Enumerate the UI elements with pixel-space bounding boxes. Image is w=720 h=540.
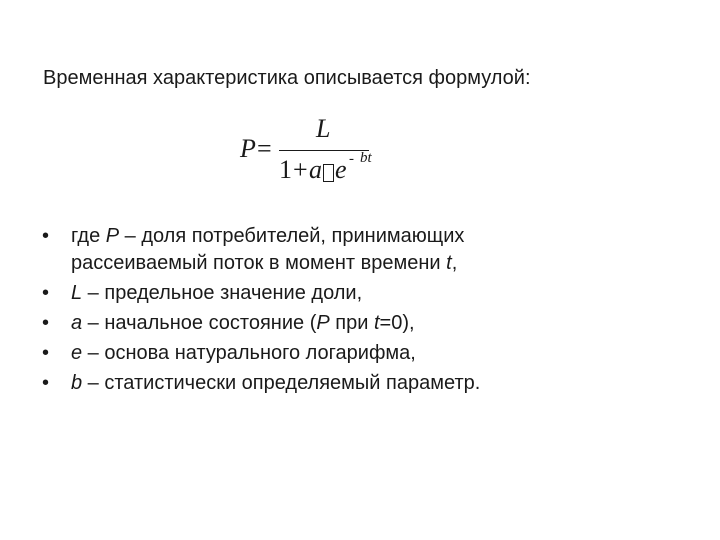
list-item <box>42 224 642 276</box>
bullet-dot: • <box>42 225 50 247</box>
bullet-line <box>71 311 642 336</box>
formula-lhs-p: P <box>240 134 256 163</box>
formula-exp-bt: bt <box>360 150 372 166</box>
text: – предельное значение доли, <box>82 282 363 304</box>
variable: L <box>71 282 83 304</box>
text: где <box>71 225 106 247</box>
formula-den-one: 1 <box>279 155 292 184</box>
text: , <box>451 252 458 274</box>
text: – основа натурального логарифма, <box>82 342 416 364</box>
bullet-line <box>71 251 642 276</box>
text: – начальное состояние ( <box>82 312 317 334</box>
bullet-dot: • <box>42 342 50 364</box>
bullet-line <box>71 371 642 396</box>
formula-den-e: e <box>335 155 347 184</box>
bullet-line <box>71 224 642 249</box>
list-item <box>42 341 642 366</box>
bullet-dot: • <box>42 312 50 334</box>
variable: t <box>446 252 452 274</box>
list-item <box>42 371 642 396</box>
formula-den-plus: + <box>293 155 308 184</box>
formula-equals: = <box>257 134 272 163</box>
text: при <box>329 312 374 334</box>
formula <box>238 112 388 198</box>
text: – статистически определяемый параметр. <box>82 372 481 394</box>
intro-text: Временная характеристика описывается формулой: <box>43 67 531 89</box>
bullet-dot: • <box>42 372 50 394</box>
formula-numerator: L <box>316 114 331 143</box>
text: =0), <box>379 312 415 334</box>
variable: P <box>105 225 120 247</box>
bullet-dot: • <box>42 282 50 304</box>
variable: P <box>316 312 330 334</box>
variable: b <box>71 372 83 394</box>
bullet-line <box>71 281 642 306</box>
variable: a <box>71 312 83 334</box>
variable: e <box>71 342 83 364</box>
variable: t <box>373 312 380 334</box>
list-item <box>42 281 642 306</box>
bullet-list <box>42 224 642 401</box>
formula-exp-minus: - <box>349 151 354 167</box>
text: – доля потребителей, принимающих <box>119 225 465 247</box>
formula-den-a: a <box>309 155 322 184</box>
missing-glyph-box <box>323 164 334 182</box>
fraction-bar <box>279 150 369 151</box>
bullet-line <box>71 341 642 366</box>
text: рассеиваемый поток в момент времени <box>71 252 447 274</box>
list-item <box>42 311 642 336</box>
